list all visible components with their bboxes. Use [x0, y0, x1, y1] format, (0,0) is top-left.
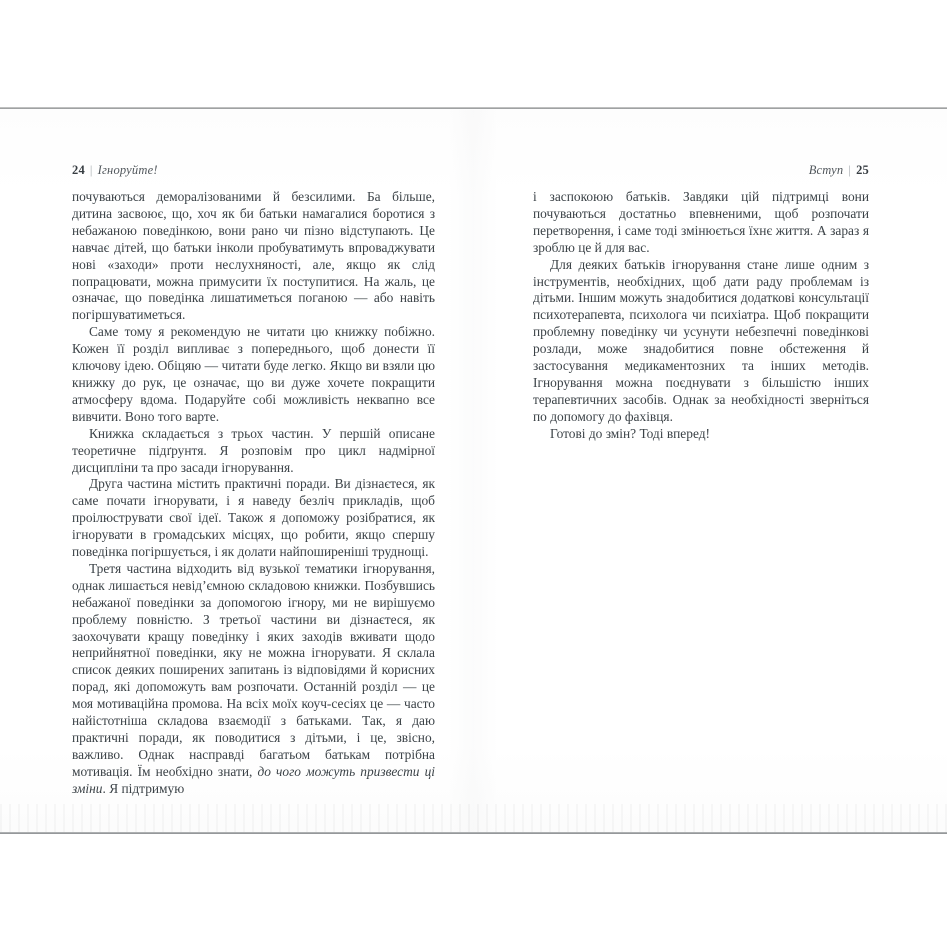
left-page-text [72, 189, 435, 798]
left-page-number: 24 [72, 163, 85, 177]
right-running-title: Вступ [808, 163, 844, 177]
left-running-title: Ігноруйте! [97, 163, 158, 177]
right-running-head [533, 163, 869, 178]
page-stack-edges [0, 804, 947, 832]
book-gutter [448, 110, 498, 832]
book-bottom-edge [0, 832, 947, 834]
paragraph [72, 324, 435, 425]
paragraph [72, 476, 435, 561]
paragraph [533, 257, 869, 426]
running-head-separator: | [89, 163, 93, 177]
right-page-text [533, 189, 869, 443]
book-top-edge [0, 107, 947, 109]
paragraph [72, 426, 435, 477]
text-run: і заспокоюю батьків. Завдяки цій підтримці вони почуваються достатньо впевненими, щоб розпочати перетворення, і саме тоді змінюється їхнє життя. А зараз я зроблю це й для вас. [533, 189, 869, 255]
right-page-number: 25 [856, 163, 869, 177]
text-run: Для деяких батьків ігнорування стане лише одним з інструментів, необхідних, щоб дати раду проблемам із дітьми. Іншим можуть знадобитися додаткові консультації психотерапевта, психолога чи психіатра. Щоб покращити проблемну поведінку чи усунути небезпечні поведінкові розлади, може знадобитися повне обстеження й застосування медикаментозних та інших методів. Ігнорування можна поєднувати з більшістю інших терапевтичних засобів. Однак за необхідності зверніться по допомогу до фахівця. [533, 256, 869, 424]
text-run: Книжка складається з трьох частин. У першій описане теоретичне підґрунтя. Я розповім про цикл надмірної дисципліни та про засади ігнорування. [72, 425, 435, 475]
paragraph [72, 189, 435, 324]
text-run: Готові до змін? Тоді вперед! [550, 425, 710, 441]
text-run: почуваються деморалізованими й безсилими. Ба більше, дитина засвоює, що, хоч як би батьки намагалися боротися з небажаною поведінкою, вони рано чи пізно відступають. Це навчає дітей, що батьки інколи пробуватимуть впроваджувати нові «заходи» проти неслухняності, але, якщо як слід попрацювати, можна примусити їх поступитися. На жаль, це означає, що поведінка лишатиметься поганою — або навіть погіршуватиметься. [72, 189, 435, 323]
paragraph [72, 561, 435, 798]
text-run: Третя частина відходить від вузької тематики ігнорування, однак лишається невід’ємною складовою книжки. Позбувшись небажаної поведінки за допомогою ігнору, ми не вирішуємо проблему повністю. З третьої частини ви дізнаєтеся, як заохочувати кращу поведінку і яких заходів вживати щодо неприйнятної поведінки, яку не можна ігнорувати. Я склала список деяких поширених запитань із відповідями й корисних порад, які допоможуть вам розпочати. Останній розділ — це моя мотиваційна промова. На всіх моїх коуч-сесіях це — часто найістотніша складова взаємодії з батьками. Так, я даю практичні поради, як поводитися з дітьми, і це, звісно, важливо. Однак насправді багатьом батькам потрібна мотивація. Їм необхідно знати, [72, 560, 435, 779]
left-running-head [72, 163, 158, 178]
paragraph [533, 189, 869, 257]
text-run: Саме тому я рекомендую не читати цю книжку побіжно. Кожен її розділ випливає з попереднього, щоб донести її ключову ідею. Обіцяю — читати буде легко. Якщо ви взяли цю книжку до рук, це означає, що ви дуже хочете покращити атмосферу вдома. Подаруйте собі можливість неквапно все вивчити. Воно того варте. [72, 324, 435, 424]
running-head-separator: | [848, 163, 852, 177]
text-run: . Я підтримую [102, 780, 185, 796]
italic-text-run: до чого можуть призвести ці зміни [72, 763, 435, 796]
paragraph [533, 426, 869, 443]
text-run: Друга частина містить практичні поради. Ви дізнаєтеся, як саме почати ігнорувати, і я наведу безліч прикладів, щоб проілюструвати свої ідеї. Також я допоможу розібратися, як ігнорувати в громадських місцях, що робити, якщо спершу поведінка погіршується, і як долати найпоширеніші труднощі. [72, 476, 435, 560]
